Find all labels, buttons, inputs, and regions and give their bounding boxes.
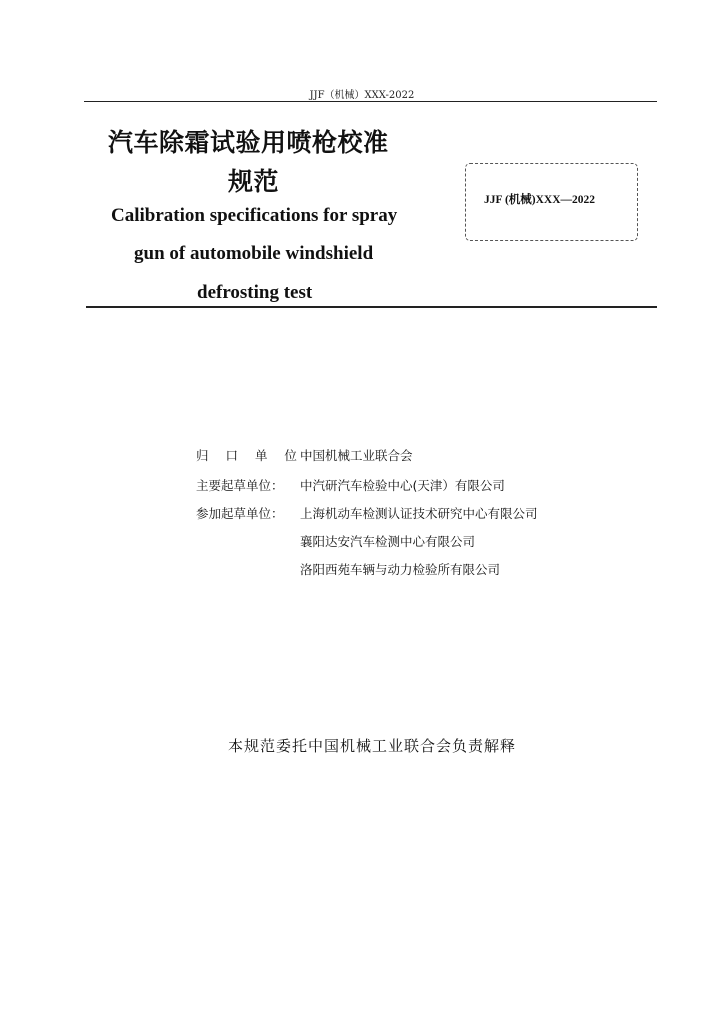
org-value-co-drafter: 洛阳西苑车辆与动力检验所有限公司 bbox=[300, 562, 501, 577]
org-value-co-drafter: 襄阳达安汽车检测中心有限公司 bbox=[300, 534, 476, 549]
header-divider bbox=[84, 101, 657, 102]
header-document-code: JJF（机械）XXX-2022 bbox=[309, 90, 415, 101]
org-label-responsible: 归 口 单 位： bbox=[196, 448, 323, 463]
title-english-line-3: defrosting test bbox=[197, 282, 313, 303]
document-code-box-text: JJF (机械)XXX—2022 bbox=[484, 194, 596, 206]
org-row-co-drafter-2 bbox=[0, 532, 724, 550]
title-chinese-line-2: 规范 bbox=[228, 167, 280, 196]
interpretation-note: 本规范委托中国机械工业联合会负责解释 bbox=[227, 737, 516, 755]
title-english-line-1: Calibration specifications for spray bbox=[111, 205, 398, 226]
org-row-co-drafter-3 bbox=[0, 560, 724, 578]
org-label-main-drafter: 主要起草单位： bbox=[196, 478, 284, 493]
org-row-responsible bbox=[0, 446, 724, 464]
title-english-line-2: gun of automobile windshield bbox=[134, 243, 374, 264]
org-row-co-drafter-1 bbox=[0, 504, 724, 522]
org-row-main-drafter bbox=[0, 476, 724, 494]
org-value-co-drafter: 上海机动车检测认证技术研究中心有限公司 bbox=[300, 506, 538, 521]
org-label-co-drafters: 参加起草单位： bbox=[196, 506, 284, 521]
org-value-main-drafter: 中汽研汽车检验中心(天津）有限公司 bbox=[300, 478, 505, 493]
org-value-responsible: 中国机械工业联合会 bbox=[300, 448, 413, 463]
title-chinese-line-1: 汽车除霜试验用喷枪校准 bbox=[108, 128, 389, 157]
title-divider bbox=[86, 306, 657, 308]
